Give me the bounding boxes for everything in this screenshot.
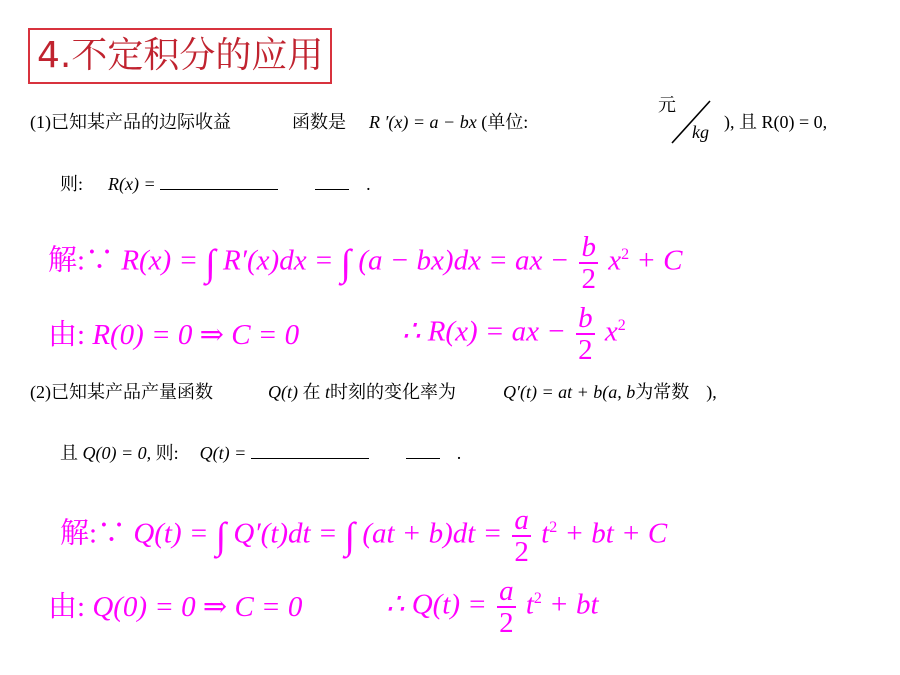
solution-2-part-b: Q′(t)dt =	[233, 517, 338, 550]
solution-1-therefore-text: ∴ R(x) = ax −	[402, 315, 566, 348]
problem-2-text-b: 在	[302, 382, 321, 402]
solution-1-part-a: R(x) =	[121, 244, 199, 277]
solution-2-fraction	[512, 505, 531, 567]
solution-2-line-1	[60, 505, 667, 567]
integral-sign: ∫	[215, 515, 227, 558]
problem-2-text-c: 时刻的变化率为	[330, 382, 457, 402]
fraction-numerator: b	[578, 302, 593, 334]
solution-1-therefore-fraction	[576, 303, 595, 365]
solution-1-variable: x	[608, 244, 622, 277]
fraction-denominator: 2	[514, 536, 529, 568]
problem-1-unit-close: ), 且 R(0) = 0,	[724, 112, 828, 132]
problem-2-ask-end: .	[456, 443, 462, 463]
solution-2-part-a: Q(t) =	[133, 517, 209, 550]
solution-2-line-2	[48, 590, 302, 624]
problem-1-line-1	[30, 110, 528, 134]
solution-2-therefore-text: ∴ Q(t) =	[386, 588, 487, 621]
solution-1-line-1	[48, 232, 683, 294]
problem-2-close: ),	[706, 382, 717, 402]
solution-2-lead: 解:∵	[60, 517, 127, 550]
problem-2-formula: Q′(t) = at + b(a, b	[503, 382, 636, 402]
solution-1-line2-a: R(0) = 0 ⇒ C = 0	[92, 319, 300, 351]
fraction-numerator: b	[581, 231, 596, 263]
problem-2-ask-prefix: 且	[60, 443, 78, 463]
solution-2-therefore-variable: t	[525, 588, 534, 621]
unit-denominator: kg	[692, 122, 709, 142]
problem-2-t: t	[325, 382, 331, 402]
unit-fraction	[656, 93, 726, 151]
integral-sign: ∫	[340, 242, 352, 285]
solution-1-therefore-exponent: 2	[617, 317, 626, 334]
solution-1-fraction	[579, 232, 598, 294]
unit-numerator: 元	[658, 95, 676, 115]
integral-sign: ∫	[344, 515, 356, 558]
fraction-denominator: 2	[581, 263, 596, 295]
answer-blank-1a	[160, 189, 278, 190]
solution-2-line2-lead: 由:	[48, 591, 86, 623]
solution-2-tail: + bt + C	[564, 517, 668, 550]
solution-2-therefore-tail: + bt	[549, 588, 599, 621]
solution-1-lead: 解:∵	[48, 244, 115, 277]
problem-1-ask-prefix: 则:	[60, 174, 84, 194]
problem-1-ask-end: .	[366, 174, 371, 194]
problem-1-formula: R ′(x) = a − bx	[369, 112, 477, 132]
problem-2-ask-cond: Q(0) = 0,	[82, 443, 152, 463]
solution-2-variable: t	[541, 517, 550, 550]
solution-1-tail: + C	[636, 244, 683, 277]
solution-2-line2-a: Q(0) = 0 ⇒ C = 0	[92, 591, 303, 623]
problem-1-text-b: 函数是	[292, 112, 346, 132]
solution-1-line-2	[48, 318, 299, 352]
problem-1-ask-formula: R(x) =	[108, 174, 156, 194]
problem-1-unit-open: (单位:	[481, 112, 529, 132]
answer-blank-1b	[315, 189, 349, 190]
answer-blank-2b	[406, 458, 440, 459]
problem-2-ask-then: 则:	[155, 443, 179, 463]
answer-blank-2a	[251, 458, 369, 459]
solution-2-exponent: 2	[549, 519, 558, 536]
problem-2-line-1	[30, 380, 717, 404]
solution-1-exponent: 2	[621, 246, 630, 263]
problem-2-ask-formula: Q(t) =	[199, 443, 247, 463]
solution-1-part-c: (a − bx)dx = ax −	[358, 244, 570, 277]
fraction-numerator: a	[514, 504, 529, 536]
problem-2-text-a: (2)已知某产品产量函数	[30, 382, 213, 402]
solution-2-therefore-fraction	[497, 576, 516, 638]
problem-2-text-d: 为常数	[635, 382, 690, 402]
fraction-denominator: 2	[499, 607, 514, 639]
solution-2-therefore-exponent: 2	[533, 590, 542, 607]
solution-1-therefore	[402, 303, 626, 365]
solution-2-therefore	[386, 576, 599, 638]
problem-2-line-2	[60, 441, 461, 465]
problem-1-line-2	[60, 172, 371, 196]
solution-1-part-b: R′(x)dx =	[222, 244, 334, 277]
solution-1-line2-lead: 由:	[48, 319, 86, 351]
problem-2-q: Q(t)	[268, 382, 298, 402]
solution-2-part-c: (at + b)dt =	[362, 517, 503, 550]
page-title: 4.不定积分的应用	[28, 28, 332, 84]
fraction-numerator: a	[499, 575, 514, 607]
problem-1-text-a: (1)已知某产品的边际收益	[30, 112, 231, 132]
fraction-denominator: 2	[578, 334, 593, 366]
solution-1-therefore-variable: x	[604, 315, 618, 348]
integral-sign: ∫	[205, 242, 216, 285]
